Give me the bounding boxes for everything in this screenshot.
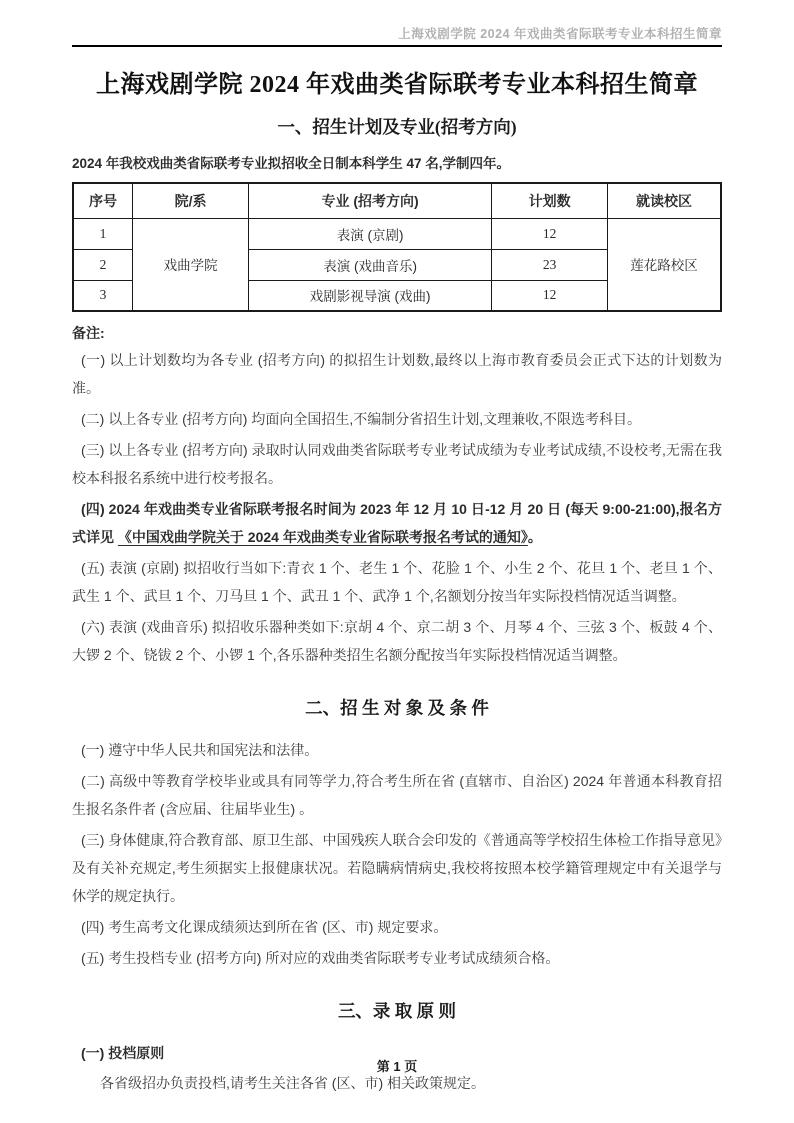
page-footer (0, 1056, 794, 1075)
document-title: 上海戏剧学院 2024 年戏曲类省际联考专业本科招生简章 (96, 72, 698, 98)
cell-serial: 2 (73, 249, 133, 280)
page-content (72, 64, 722, 1097)
section-3-heading: 三、录 取 原 则 (337, 1001, 457, 1021)
page-header (72, 0, 722, 47)
note-item-5: (五) 表演 (京剧) 拟招收行当如下:青衣 1 个、老生 1 个、花脸 1 个、小生 2 个、花旦 1 个、老旦 1 个、武生 1 个、武旦 1 个、刀马旦 1 个、武丑 1 个、武净 1 个,名额划分按当年实际投档情况适当调整。 (72, 560, 722, 604)
note-item-4 (72, 495, 722, 551)
cell-plan: 23 (492, 249, 608, 280)
enrollment-plan-table (72, 182, 722, 312)
cell-serial: 1 (73, 218, 133, 249)
note-item-6: (六) 表演 (戏曲音乐) 拟招收乐器种类如下:京胡 4 个、京二胡 3 个、月琴 4 个、三弦 3 个、板鼓 4 个、大锣 2 个、铙钹 2 个、小锣 1 个,各乐器种类招生名额分配按当年实际投档情况适当调整。 (72, 619, 722, 663)
note-4-period: 。 (527, 529, 542, 545)
condition-item-3: (三) 身体健康,符合教育部、原卫生部、中国残疾人联合会印发的《普通高等学校招生体检工作指导意见》及有关补充规定,考生须据实上报健康状况。若隐瞒病情病史,我校将按照本校学籍管理规定中有关退学与休学的规定执行。 (72, 832, 722, 904)
principle-subheading: (一) 投档原则 (81, 1045, 165, 1061)
note-4-text: (四) 2024 年戏曲类专业省际联考报名时间为 2023 年 12 月 10 日-12 月 20 日 (每天 9:00-21:00),报名方式详见 (72, 501, 722, 545)
note-item-3: (三) 以上各专业 (招考方向) 录取时认同戏曲类省际联考专业考试成绩为专业考试成绩,不设校考,无需在我校本科报名系统中进行校考报名。 (72, 442, 722, 486)
cell-serial: 3 (73, 280, 133, 311)
cell-plan: 12 (492, 280, 608, 311)
notice-link[interactable]: 《中国戏曲学院关于 2024 年戏曲类专业省际联考报名考试的通知》 (117, 529, 528, 545)
col-header-major: 专业 (招考方向) (249, 183, 492, 218)
section-2-heading: 二、招 生 对 象 及 条 件 (305, 698, 489, 718)
principle-body: 各省级招办负责投档,请考生关注各省 (区、市) 相关政策规定。 (100, 1075, 485, 1091)
cell-plan: 12 (492, 218, 608, 249)
notes-label: 备注: (72, 325, 105, 341)
page-number: 第 1 页 (376, 1059, 418, 1074)
col-header-plan: 计划数 (492, 183, 608, 218)
cell-major: 表演 (京剧) (249, 218, 492, 249)
cell-campus: 莲花路校区 (608, 218, 721, 311)
col-header-serial: 序号 (73, 183, 133, 218)
condition-item-5: (五) 考生投档专业 (招考方向) 所对应的戏曲类省际联考专业考试成绩须合格。 (81, 950, 560, 966)
table-header-row (73, 183, 721, 218)
note-item-2: (二) 以上各专业 (招考方向) 均面向全国招生,不编制分省招生计划,文理兼收,不限选考科目。 (81, 411, 641, 427)
condition-item-1: (一) 遵守中华人民共和国宪法和法律。 (81, 742, 319, 758)
cell-college: 戏曲学院 (133, 218, 249, 311)
col-header-campus: 就读校区 (608, 183, 721, 218)
table-row (73, 218, 721, 249)
cell-major: 表演 (戏曲音乐) (249, 249, 492, 280)
cell-major: 戏剧影视导演 (戏曲) (249, 280, 492, 311)
condition-item-2: (二) 高级中等教育学校毕业或具有同等学力,符合考生所在省 (直辖市、自治区) 2024 年普通本科教育招生报名条件者 (含应届、往届毕业生) 。 (72, 773, 722, 817)
note-item-1: (一) 以上计划数均为各专业 (招考方向) 的拟招生计划数,最终以上海市教育委员会正式下达的计划数为准。 (72, 352, 722, 396)
intro-paragraph: 2024 年我校戏曲类省际联考专业拟招收全日制本科学生 47 名,学制四年。 (72, 156, 511, 171)
condition-item-4: (四) 考生高考文化课成绩须达到所在省 (区、市) 规定要求。 (81, 919, 448, 935)
page-header-title: 上海戏剧学院 2024 年戏曲类省际联考专业本科招生简章 (398, 27, 722, 41)
section-1-heading: 一、招生计划及专业(招考方向) (277, 117, 517, 137)
col-header-college: 院/系 (133, 183, 249, 218)
